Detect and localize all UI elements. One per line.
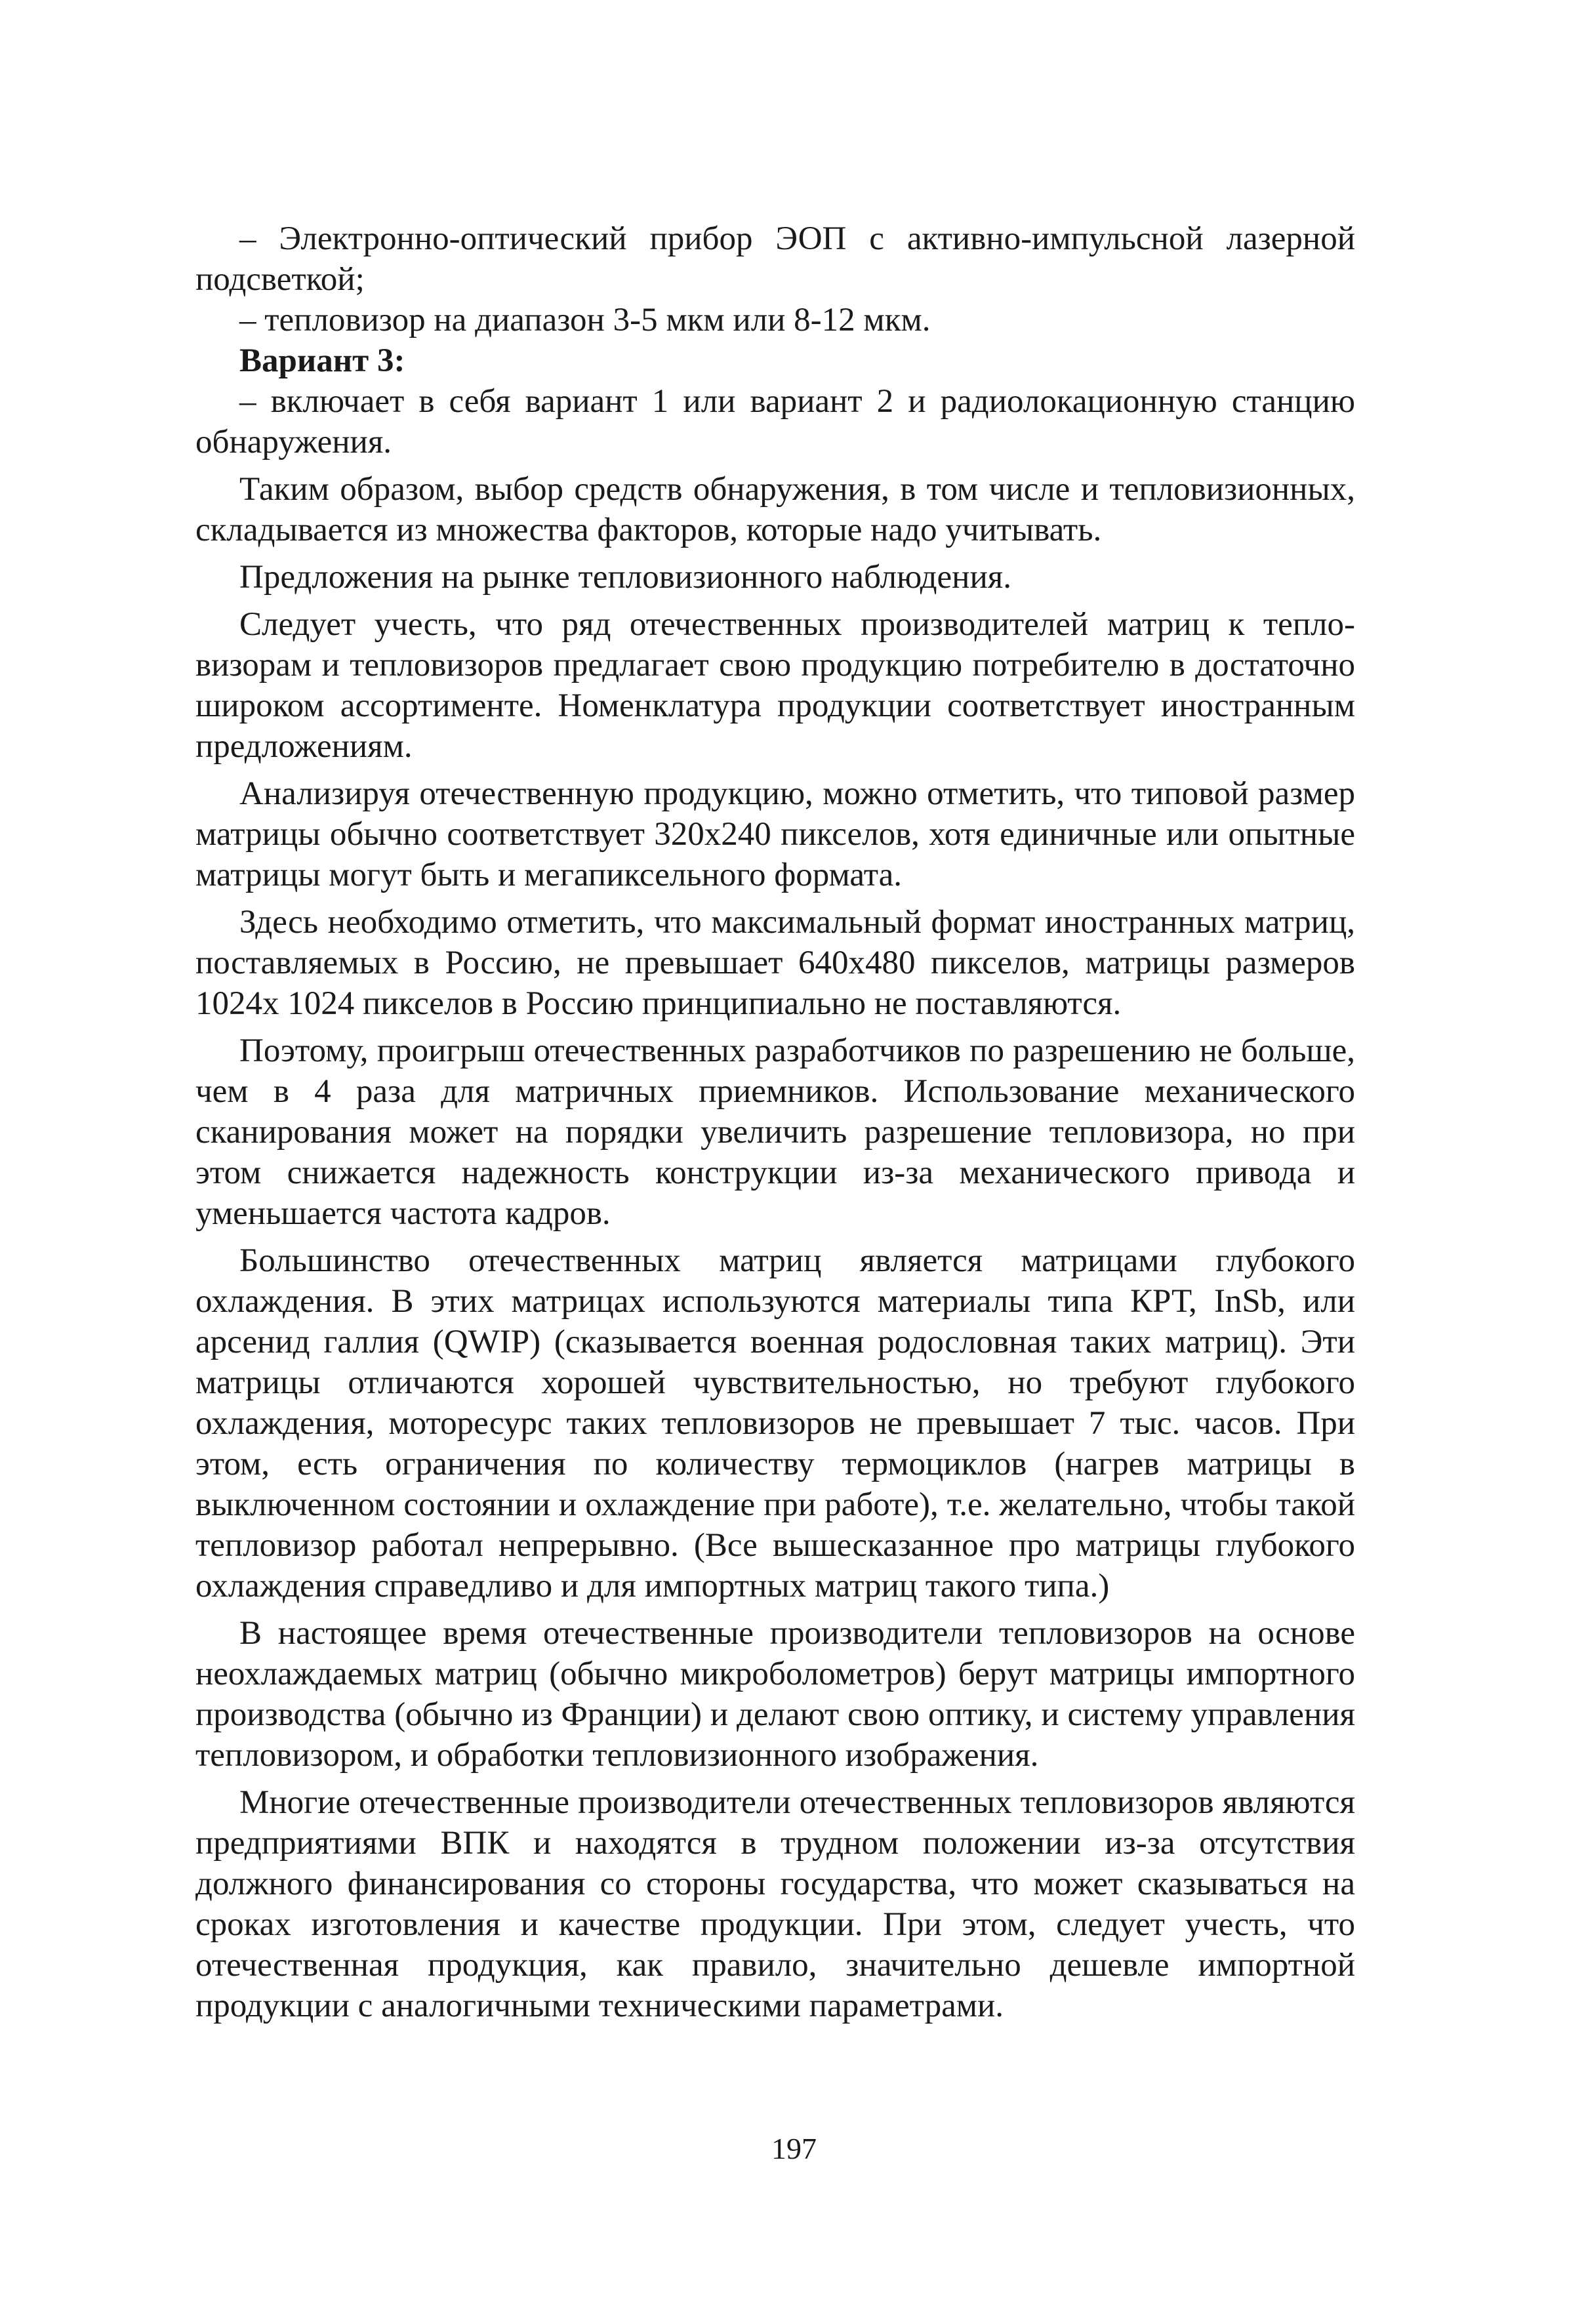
paragraph-manufacturers: Следует учесть, что ряд отечественных производителей матриц к тепловизорам и тепловизоров предлагает свою продукцию потребителю в достаточно широком ассортименте. Номенклатура продукции соответствует иностранным предложениям. <box>195 606 1355 765</box>
paragraph-market-heading: Предложения на рынке тепловизионного наблюдения. <box>239 559 1011 596</box>
paragraph-variant-3: – включает в себя вариант 1 или вариант 2 и радиолокационную станцию обнаружения. <box>195 383 1355 460</box>
paragraph-summary: Таким образом, выбор средств обнаружения, в том числе и тепловизионных, складывается из множества факторов, которые надо учитывать. <box>195 471 1355 548</box>
paragraph-uncooled: В настоящее время отечественные производители тепловизоров на основе неохлаждаемых матриц (обычно микроболометров) берут матрицы импортного производства (обычно из Франции) и делают свою оптику, и систему управления тепловизором, и обработки тепловизионного изображения. <box>195 1615 1355 1774</box>
paragraph-foreign-format: Здесь необходимо отметить, что максимальный формат иностранных матриц, поставляемых в Россию, не превышает 640х480 пикселов, матрицы размеров 1024х 1024 пикселов в Россию принципиально не поставляются. <box>195 904 1355 1022</box>
paragraph-resolution: Поэтому, проигрыш отечественных разработчиков по разрешению не больше, чем в 4 раза для матричных приемников. Использование механического сканирования может на порядки увеличить разрешение тепловизора, но при этом снижается надежность конструкции из-за механического привода и уменьшается частота кадров. <box>195 1032 1355 1232</box>
page-number: 197 <box>771 2132 817 2165</box>
paragraph-defense-industry: Многие отечественные производители отечественных тепловизоров являются предприятиями ВПК и находятся в трудном положении из-за отсутствия должного финансирования со стороны государства, что может сказываться на сроках изготовления и качестве продукции. При этом, следует учесть, что отечественная продукция, как правило, значительно дешевле импортной продукции с аналогичными техническими параметрами. <box>195 1784 1355 2024</box>
paragraph-matrix-size: Анализируя отечественную продукцию, можно отметить, что типовой размер матрицы обычно соответствует 320х240 пикселов, хотя единичные или опытные матрицы могут быть и мегапиксельного формата. <box>195 775 1355 893</box>
paragraph-item-2: – тепловизор на диапазон 3-5 мкм или 8-12 мкм. <box>239 302 931 338</box>
paragraph-deep-cooling: Большинство отечественных матриц является матрицами глубокого охлаждения. В этих матрицах используются материалы типа КРТ, InSb, или арсенид галлия (QWIP) (сказывается военная родословная таких матриц). Эти матрицы отличаются хорошей чувствительностью, но требуют глубокого охлаждения, моторесурс таких тепловизоров не превышает 7 тыс. часов. При этом, есть ограничения по количеству термоциклов (нагрев матрицы в выключенном состоянии и охлаждение при работе), т.е. желательно, чтобы такой тепловизор работал непрерывно. (Все вышесказанное про матрицы глубокого охлаждения справедливо и для импортных матриц такого типа.) <box>195 1242 1355 1604</box>
paragraph-item-1: – Электронно-оптический прибор ЭОП с активно-импульсной лазерной подсветкой; <box>195 220 1355 298</box>
section-heading: Вариант 3: <box>239 342 405 379</box>
body-text <box>195 218 1355 2033</box>
